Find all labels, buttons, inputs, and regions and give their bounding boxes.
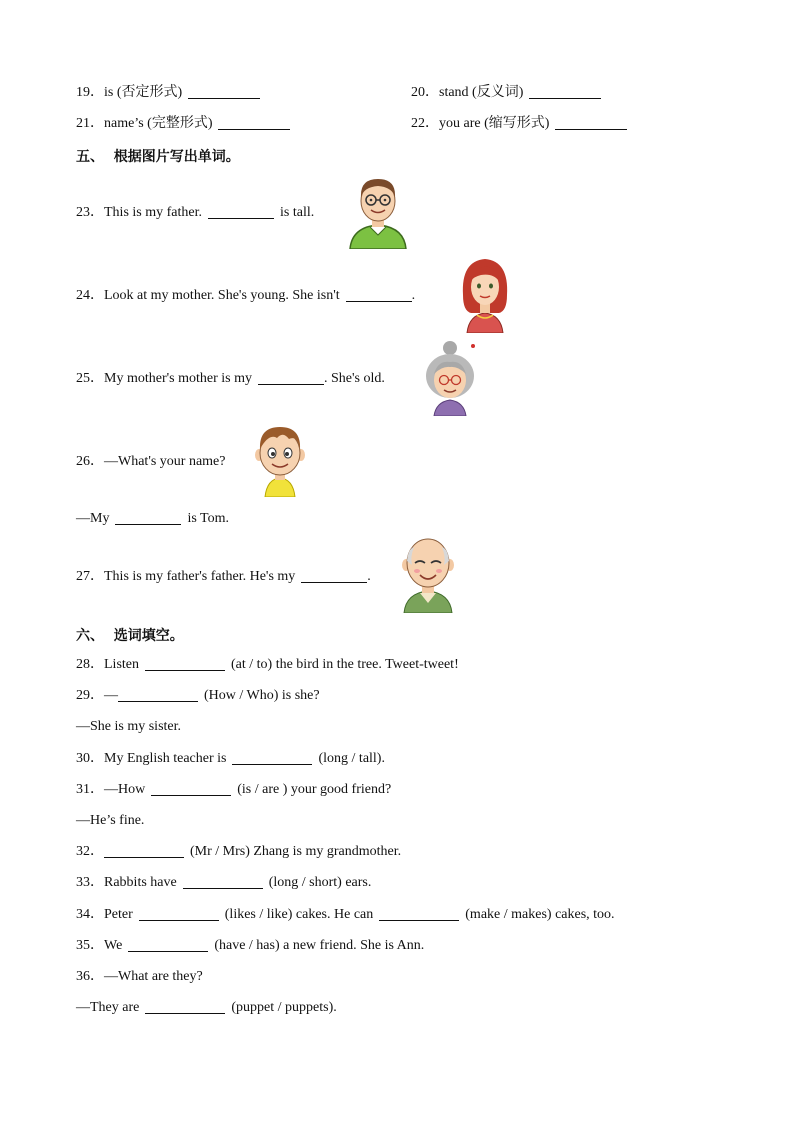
answer-text: (puppet / puppets). <box>231 1000 337 1015</box>
answer-blank[interactable] <box>139 906 219 921</box>
question-text: —What are they? <box>104 969 203 984</box>
answer-blank[interactable] <box>218 115 290 130</box>
question-text: you are (缩写形式) <box>439 116 550 131</box>
question-text: —How <box>104 782 146 797</box>
question-number: 33． <box>76 875 104 890</box>
question-text: . <box>367 569 371 584</box>
answer-text: —They are <box>76 1000 140 1015</box>
question-23 <box>76 204 314 222</box>
question-34 <box>76 906 615 924</box>
question-21 <box>76 115 296 133</box>
answer-blank[interactable] <box>232 750 312 765</box>
grandmother-cartoon-icon <box>422 340 480 416</box>
question-36 <box>76 968 203 986</box>
answer-blank[interactable] <box>183 874 263 889</box>
question-22 <box>411 115 633 133</box>
question-32 <box>76 843 401 861</box>
question-31-answer <box>76 812 144 830</box>
question-25 <box>76 370 385 388</box>
mother-cartoon-icon <box>459 255 511 333</box>
question-number: 29． <box>76 688 104 703</box>
question-19 <box>76 84 266 102</box>
question-number: 34． <box>76 907 104 922</box>
question-text: —What's your name? <box>104 454 226 469</box>
question-text: (make / makes) cakes, too. <box>465 907 615 922</box>
answer-blank[interactable] <box>115 510 181 525</box>
section-6-heading <box>76 625 184 645</box>
answer-blank[interactable] <box>258 370 324 385</box>
question-36-answer <box>76 999 337 1017</box>
question-text: is tall. <box>280 205 315 220</box>
answer-blank[interactable] <box>104 843 184 858</box>
question-text: . She's old. <box>323 371 385 386</box>
section-title: 根据图片写出单词。 <box>113 149 240 165</box>
question-number: 36． <box>76 969 104 984</box>
question-text: (How / Who) is she? <box>204 688 320 703</box>
question-24 <box>76 287 415 305</box>
answer-blank[interactable] <box>208 204 274 219</box>
answer-blank[interactable] <box>301 568 367 583</box>
boy-cartoon-icon <box>253 423 307 497</box>
question-28 <box>76 656 459 674</box>
grandfather-cartoon-icon <box>400 535 456 613</box>
answer-blank[interactable] <box>188 84 260 99</box>
question-number: 32． <box>76 844 104 859</box>
question-text: Listen <box>104 657 139 672</box>
question-text: (Mr / Mrs) Zhang is my grandmother. <box>190 844 402 859</box>
question-number: 19． <box>76 85 104 100</box>
question-text: My mother's mother is my <box>104 371 252 386</box>
answer-blank[interactable] <box>145 656 225 671</box>
question-text: (long / short) ears. <box>268 875 372 890</box>
question-text: (have / has) a new friend. She is Ann. <box>214 938 425 953</box>
answer-text: —He’s fine. <box>76 813 145 828</box>
answer-blank[interactable] <box>346 287 412 302</box>
question-number: 24． <box>76 288 104 303</box>
question-text: . <box>411 288 416 303</box>
question-text: is (否定形式) <box>104 85 183 100</box>
question-text: This is my father. <box>104 205 202 220</box>
question-text: name’s (完整形式) <box>104 116 213 131</box>
answer-blank[interactable] <box>128 937 208 952</box>
question-text: (likes / like) cakes. He can <box>224 907 374 922</box>
question-number: 26． <box>76 454 104 469</box>
question-number: 22． <box>411 116 439 131</box>
question-27 <box>76 568 371 586</box>
question-text: stand (反义词) <box>439 85 524 100</box>
question-text: My English teacher is <box>104 751 227 766</box>
question-number: 21． <box>76 116 104 131</box>
answer-text: is Tom. <box>187 511 230 526</box>
answer-text: —She is my sister. <box>76 719 182 734</box>
answer-blank[interactable] <box>555 115 627 130</box>
question-29-answer <box>76 718 181 736</box>
question-26 <box>76 453 225 471</box>
question-number: 31． <box>76 782 104 797</box>
section-title: 选词填空。 <box>113 628 184 644</box>
question-text: (at / to) the bird in the tree. Tweet-tweet! <box>231 657 459 672</box>
answer-blank[interactable] <box>118 687 198 702</box>
question-26-answer <box>76 510 229 528</box>
question-number: 20． <box>411 85 439 100</box>
question-35 <box>76 937 424 955</box>
question-29 <box>76 687 320 705</box>
section-label: 五、 <box>76 149 104 165</box>
question-number: 25． <box>76 371 104 386</box>
question-text: — <box>104 688 118 703</box>
question-number: 30． <box>76 751 104 766</box>
question-number: 28． <box>76 657 104 672</box>
question-text: Look at my mother. She's young. She isn't <box>104 288 340 303</box>
question-text: Peter <box>104 907 133 922</box>
question-20 <box>411 84 607 102</box>
answer-text: —My <box>76 511 110 526</box>
father-cartoon-icon <box>346 173 410 249</box>
question-number: 27． <box>76 569 104 584</box>
question-33 <box>76 874 371 892</box>
section-5-heading <box>76 146 240 166</box>
question-number: 23． <box>76 205 104 220</box>
question-number: 35． <box>76 938 104 953</box>
section-label: 六、 <box>76 628 104 644</box>
question-text: Rabbits have <box>104 875 177 890</box>
question-30 <box>76 750 385 768</box>
answer-blank[interactable] <box>145 999 225 1014</box>
answer-blank[interactable] <box>151 781 231 796</box>
question-text: We <box>104 938 123 953</box>
answer-blank[interactable] <box>529 84 601 99</box>
question-31 <box>76 781 391 799</box>
question-text: This is my father's father. He's my <box>104 569 296 584</box>
question-text: (is / are ) your good friend? <box>237 782 392 797</box>
answer-blank[interactable] <box>379 906 459 921</box>
question-text: (long / tall). <box>318 751 385 766</box>
